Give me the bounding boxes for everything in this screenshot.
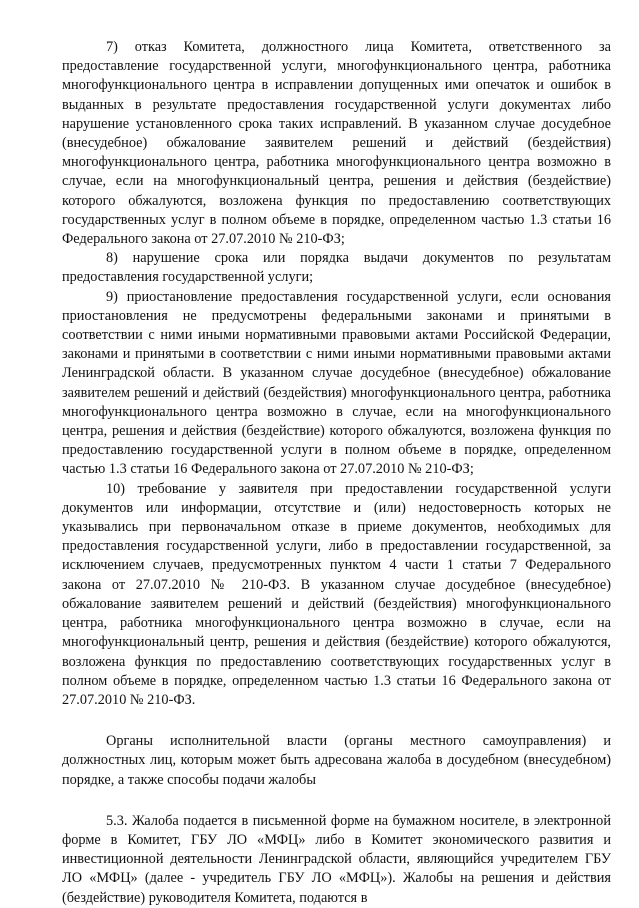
paragraph-item-10: 10) требование у заявителя при предоставлении государственной услуги документов или информации, отсутствие и (или) недостоверность которых не указывались при первоначальном отказе в приеме документов, необходимых для предоставления государственной услуги, либо в предоставлении государственной, за исключением случаев, предусмотренных пунктом 4 части 1 статьи 7 Федерального закона от 27.07.2010 № 210-ФЗ. В указанном случае досудебное (внесудебное) обжалование заявителем решений и действий (бездействия) многофункционального центра, работника многофункционального центра возможно в случае, если на многофункциональный центр, решения и действия (бездействие) которого обжалуются, возложена функция по предоставлению соответствующих государственных услуг в полном объеме в порядке, определенном частью 1.3 статьи 16 Федерального закона от 27.07.2010 № 210-ФЗ. <box>62 480 611 708</box>
paragraph-5-3: 5.3. Жалоба подается в письменной форме на бумажном носителе, в электронной форме в Комитет, ГБУ ЛО «МФЦ» либо в Комитет экономического развития и инвестиционной деятельности Ленинградской области, являющийся учредителем ГБУ ЛО «МФЦ» (далее - учредитель ГБУ ЛО «МФЦ»). Жалобы на решения и действия (бездействие) руководителя Комитета, подаются в <box>62 812 611 906</box>
paragraph-item-9: 9) приостановление предоставления государственной услуги, если основания приостановления не предусмотрены федеральными законами и принятыми в соответствии с ними иными нормативными правовыми актами Российской Федерации, законами и принятыми в соответствии с ними иными нормативными правовыми актами Ленинградской области. В указанном случае досудебное (внесудебное) обжалование заявителем решений и действий (бездействия) многофункционального центра, работника многофункционального центра возможно в случае, если на многофункционального центра, решения и действия (бездействие) которого обжалуются, возложена функция по предоставлению государственной услуги в полном объеме в порядке, определенном частью 1.3 статьи 16 Федерального закона от 27.07.2010 № 210-ФЗ; <box>62 288 611 478</box>
paragraph-item-7: 7) отказ Комитета, должностного лица Комитета, ответственного за предоставление государственной услуги, многофункционального центра, работника многофункционального центра в исправлении допущенных ими опечаток и ошибок в выданных в результате предоставления государственной услуги документах либо нарушение установленного срока таких исправлений. В указанном случае досудебное (внесудебное) обжалование заявителем решений и действий (бездействия) многофункционального центра, работника многофункционального центра возможно в случае, если на многофункциональный центра, решения и действия (бездействие) которого обжалуются, возложена функция по предоставлению соответствующих государственных услуг в полном объеме в порядке, определенном частью 1.3 статьи 16 Федерального закона от 27.07.2010 № 210-ФЗ; <box>62 39 611 248</box>
paragraph-item-8: 8) нарушение срока или порядка выдачи документов по результатам предоставления государственной услуги; <box>62 250 611 286</box>
section-heading: Органы исполнительной власти (органы местного самоуправления) и должностных лиц, которым может быть адресована жалоба в досудебном (внесудебном) порядке, а также способы подачи жалобы <box>62 733 611 788</box>
